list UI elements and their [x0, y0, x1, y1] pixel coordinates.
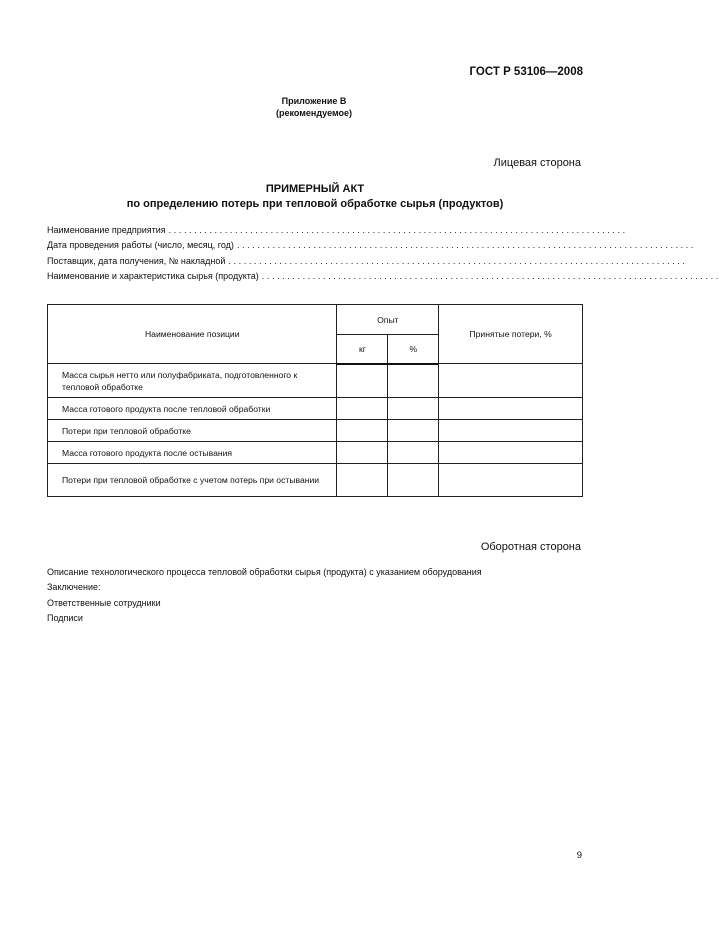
table-row: [48, 442, 583, 464]
percent-cell: [388, 364, 439, 398]
table-row: [48, 398, 583, 420]
percent-cell: [388, 464, 439, 497]
act-subtitle: по определению потерь при тепловой обработке сырья (продуктов): [126, 198, 504, 210]
kg-cell: [337, 398, 388, 420]
field-label: Поставщик, дата получения, № накладной: [47, 256, 226, 266]
percent-cell: [388, 442, 439, 464]
fill-dots: ..........................................................................................: [236, 240, 696, 250]
table-row: [48, 364, 583, 398]
field-enterprise: [47, 222, 628, 238]
losses-cell: [439, 398, 583, 420]
back-side-label: Оборотная сторона: [480, 541, 581, 553]
col-header-percent: %: [388, 335, 439, 364]
field-label: Дата проведения работы (число, месяц, год): [47, 240, 234, 250]
field-raw-material: [47, 268, 721, 284]
appendix-title: Приложение В: [281, 96, 347, 106]
losses-table: [47, 304, 583, 497]
fill-dots: ..........................................................................................: [228, 256, 688, 266]
kg-cell: [337, 364, 388, 398]
field-supplier: [47, 253, 688, 269]
row-label: Масса готового продукта после остывания: [48, 442, 337, 464]
kg-cell: [337, 464, 388, 497]
act-title: ПРИМЕРНЫЙ АКТ: [265, 183, 365, 195]
losses-cell: [439, 464, 583, 497]
row-label: Потери при тепловой обработке с учетом потерь при остывании: [48, 464, 337, 497]
percent-cell: [388, 398, 439, 420]
conclusion-line: Заключение:: [47, 582, 101, 592]
kg-cell: [337, 442, 388, 464]
standard-number: ГОСТ Р 53106—2008: [469, 66, 583, 78]
losses-cell: [439, 420, 583, 442]
front-side-label: Лицевая сторона: [493, 157, 581, 169]
fill-dots: ..........................................................................................: [168, 225, 628, 235]
table-row: [48, 464, 583, 497]
col-header-losses: Принятые потери, %: [439, 305, 583, 364]
row-label: Масса готового продукта после тепловой обработки: [48, 398, 337, 420]
process-description-line: Описание технологического процесса тепловой обработки сырья (продукта) с указанием оборудования: [47, 567, 482, 577]
kg-cell: [337, 420, 388, 442]
col-header-name: Наименование позиции: [48, 305, 337, 364]
row-label: Потери при тепловой обработке: [48, 420, 337, 442]
fill-dots: ..........................................................................................: [261, 271, 721, 281]
table-row: [48, 420, 583, 442]
losses-cell: [439, 442, 583, 464]
col-header-experiment: Опыт: [337, 305, 439, 335]
field-label: Наименование предприятия: [47, 225, 166, 235]
signatures-line: Подписи: [47, 613, 83, 623]
percent-cell: [388, 420, 439, 442]
page-number: 9: [576, 850, 582, 861]
losses-cell: [439, 364, 583, 398]
row-label: Масса сырья нетто или полуфабриката, подготовленного к тепловой обработке: [48, 364, 337, 398]
field-date: [47, 237, 696, 253]
responsible-staff-line: Ответственные сотрудники: [47, 598, 161, 608]
appendix-status: (рекомендуемое): [276, 108, 352, 118]
field-label: Наименование и характеристика сырья (продукта): [47, 271, 259, 281]
col-header-kg: кг: [337, 335, 388, 364]
